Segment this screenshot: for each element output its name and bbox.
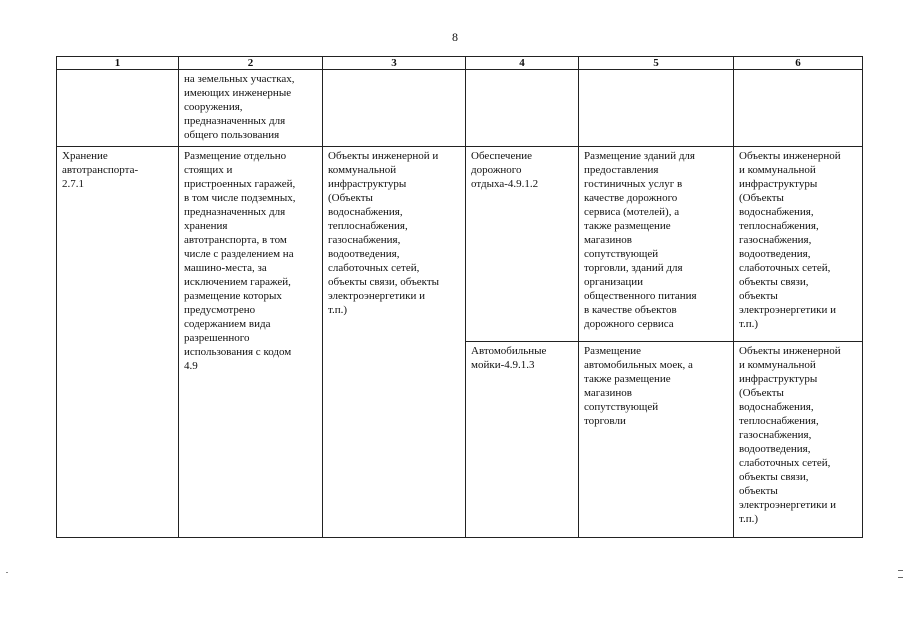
continuation-col-4 xyxy=(466,70,579,147)
land-use-table xyxy=(56,56,863,538)
header-col-2: 2 xyxy=(179,57,323,70)
table-row xyxy=(57,147,863,342)
continuation-col-3 xyxy=(323,70,466,147)
cell-text: Объекты инженерной и коммунальной инфраструктуры (Объекты водоснабжения, теплоснабжения, газоснабжения, водоотведения, слаботочных сетей, объекты связи, объекты электроэнергетики и т.п.) xyxy=(739,150,841,330)
cell-text: Обеспечение дорожного отдыха-4.9.1.2 xyxy=(471,150,539,190)
continuation-col-2 xyxy=(179,70,323,147)
cell-text: на земельных участках, имеющих инженерные сооружения, предназначенных для общего пользования xyxy=(184,73,295,141)
cell-text: Размещение автомобильных моек, а также размещение магазинов сопутствующей торговли xyxy=(584,345,693,427)
cell-text: Объекты инженерной и коммунальной инфраструктуры (Объекты водоснабжения, теплоснабжения, газоснабжения, водоотведения, слаботочных сетей, объекты связи, объекты электроэнергетики и т.п.) xyxy=(739,345,841,525)
scan-artifact-right xyxy=(898,570,903,578)
table-row xyxy=(57,70,863,147)
scan-artifact-left xyxy=(6,572,8,573)
cell-conditional-auxiliary-2 xyxy=(734,342,863,538)
cell-conditional-auxiliary-1 xyxy=(734,147,863,342)
cell-use-name xyxy=(57,147,179,538)
cell-text: Хранение автотранспорта- 2.7.1 xyxy=(62,150,139,190)
header-col-5: 5 xyxy=(579,57,734,70)
header-col-3: 3 xyxy=(323,57,466,70)
continuation-col-1 xyxy=(57,70,179,147)
cell-auxiliary-objects xyxy=(323,147,466,538)
page-number: 8 xyxy=(452,30,458,44)
cell-conditional-description-1 xyxy=(579,147,734,342)
table-header-row xyxy=(57,57,863,70)
header-col-6: 6 xyxy=(734,57,863,70)
cell-conditional-use-1 xyxy=(466,147,579,342)
cell-text: Автомобильные мойки-4.9.1.3 xyxy=(471,345,547,371)
header-col-1: 1 xyxy=(57,57,179,70)
continuation-col-5 xyxy=(579,70,734,147)
header-col-4: 4 xyxy=(466,57,579,70)
continuation-col-6 xyxy=(734,70,863,147)
cell-text: Размещение зданий для предоставления гостиничных услуг в качестве дорожного сервиса (мотелей), а также размещение магазинов сопутствующей торговли, зданий для организации общественного питания в качестве объектов дорожного сервиса xyxy=(584,150,697,330)
cell-text: Размещение отдельно стоящих и пристроенных гаражей, в том числе подземных, предназначенных для хранения автотранспорта, в том числе с разделением на машино-места, за исключением гаражей, размещение которых предусмотрено содержанием вида разрешенного использования с кодом 4.9 xyxy=(184,150,296,372)
cell-use-description xyxy=(179,147,323,538)
cell-conditional-description-2 xyxy=(579,342,734,538)
cell-conditional-use-2 xyxy=(466,342,579,538)
cell-text: Объекты инженерной и коммунальной инфраструктуры (Объекты водоснабжения, теплоснабжения, газоснабжения, водоотведения, слаботочных сетей, объекты связи, объекты электроэнергетики и т.п.) xyxy=(328,150,440,316)
